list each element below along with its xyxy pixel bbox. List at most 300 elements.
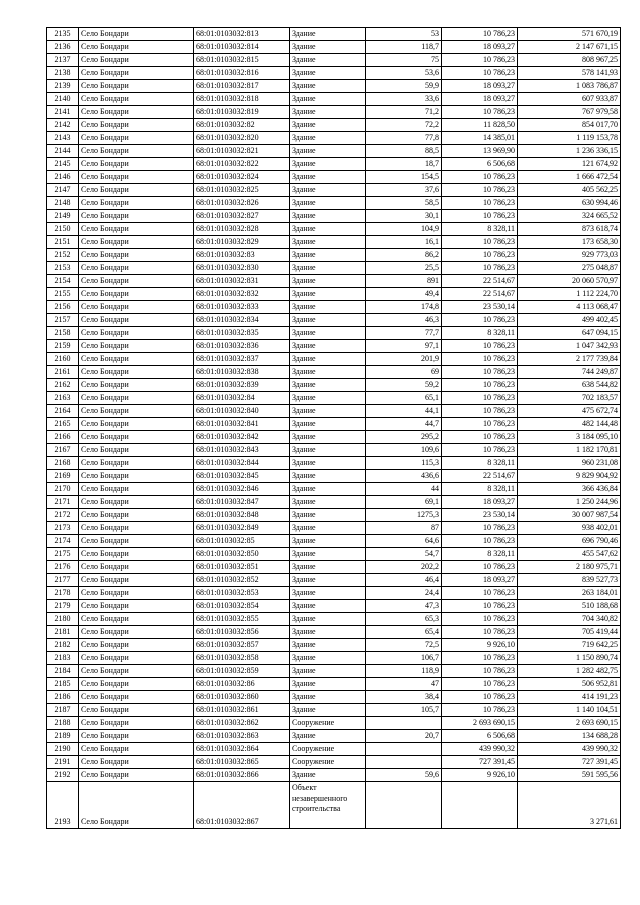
area-value: 1275,3 [366,509,442,522]
table-row [47,496,621,509]
settlement-name: Село Бондари [79,574,194,587]
settlement-name: Село Бондари [79,457,194,470]
area-value: 64,6 [366,535,442,548]
table-row [47,54,621,67]
cadastral-number: 68:01:0103032:836 [194,340,290,353]
cadastral-number: 68:01:0103032:849 [194,522,290,535]
area-value: 37,6 [366,184,442,197]
cadastral-value: 696 790,46 [518,535,621,548]
specific-value: 10 786,23 [442,535,518,548]
specific-value: 6 506,68 [442,158,518,171]
cadastral-value: 571 670,19 [518,28,621,41]
row-number: 2138 [47,67,79,80]
row-number: 2174 [47,535,79,548]
row-number: 2181 [47,626,79,639]
row-number: 2191 [47,756,79,769]
object-type: Здание [290,522,366,535]
cadastral-number: 68:01:0103032:850 [194,548,290,561]
area-value: 891 [366,275,442,288]
settlement-name: Село Бондари [79,262,194,275]
object-type: Здание [290,327,366,340]
settlement-name: Село Бондари [79,782,194,829]
cadastral-number: 68:01:0103032:858 [194,652,290,665]
specific-value: 18 093,27 [442,574,518,587]
area-value: 106,7 [366,652,442,665]
cadastral-value: 510 188,68 [518,600,621,613]
cadastral-value: 475 672,74 [518,405,621,418]
cadastral-number: 68:01:0103032:845 [194,470,290,483]
area-value: 18,7 [366,158,442,171]
cadastral-value: 4 113 068,47 [518,301,621,314]
cadastral-number: 68:01:0103032:86 [194,678,290,691]
row-number: 2150 [47,223,79,236]
cadastral-value: 647 094,15 [518,327,621,340]
area-value: 20,7 [366,730,442,743]
table-row [47,600,621,613]
object-type: Здание [290,730,366,743]
cadastral-number: 68:01:0103032:843 [194,444,290,457]
area-value [366,782,442,829]
row-number: 2160 [47,353,79,366]
area-value: 71,2 [366,106,442,119]
specific-value: 10 786,23 [442,418,518,431]
table-row [47,236,621,249]
row-number: 2170 [47,483,79,496]
row-number: 2179 [47,600,79,613]
object-type: Здание [290,444,366,457]
row-number: 2172 [47,509,79,522]
specific-value: 10 786,23 [442,314,518,327]
row-number: 2161 [47,366,79,379]
row-number: 2146 [47,171,79,184]
specific-value: 10 786,23 [442,444,518,457]
table-row [47,106,621,119]
area-value: 33,6 [366,93,442,106]
cadastral-value: 1 083 786,87 [518,80,621,93]
cadastral-number: 68:01:0103032:866 [194,769,290,782]
table-row [47,145,621,158]
cadastral-number: 68:01:0103032:821 [194,145,290,158]
settlement-name: Село Бондари [79,548,194,561]
area-value: 30,1 [366,210,442,223]
table-row [47,93,621,106]
specific-value: 10 786,23 [442,678,518,691]
cadastral-number: 68:01:0103032:82 [194,119,290,132]
object-type: Здание [290,652,366,665]
area-value [366,717,442,730]
cadastral-value: 9 829 904,92 [518,470,621,483]
row-number: 2183 [47,652,79,665]
settlement-name: Село Бондари [79,379,194,392]
object-type: Здание [290,197,366,210]
settlement-name: Село Бондари [79,67,194,80]
specific-value: 439 990,32 [442,743,518,756]
area-value: 46,4 [366,574,442,587]
cadastral-value: 20 060 570,97 [518,275,621,288]
object-type: Здание [290,587,366,600]
row-number: 2147 [47,184,79,197]
settlement-name: Село Бондари [79,366,194,379]
area-value: 65,4 [366,626,442,639]
object-type: Здание [290,301,366,314]
table-row [47,444,621,457]
cadastral-number: 68:01:0103032:84 [194,392,290,405]
area-value: 436,6 [366,470,442,483]
settlement-name: Село Бондари [79,249,194,262]
settlement-name: Село Бондари [79,665,194,678]
cadastral-number: 68:01:0103032:832 [194,288,290,301]
area-value: 46,3 [366,314,442,327]
object-type: Здание [290,353,366,366]
area-value [366,743,442,756]
specific-value: 10 786,23 [442,249,518,262]
settlement-name: Село Бондари [79,431,194,444]
settlement-name: Село Бондари [79,275,194,288]
settlement-name: Село Бондари [79,210,194,223]
specific-value: 10 786,23 [442,587,518,600]
row-number: 2139 [47,80,79,93]
area-value: 87 [366,522,442,535]
settlement-name: Село Бондари [79,535,194,548]
settlement-name: Село Бондари [79,769,194,782]
object-type: Здание [290,392,366,405]
table-row [47,704,621,717]
settlement-name: Село Бондари [79,522,194,535]
cadastral-number: 68:01:0103032:83 [194,249,290,262]
area-value: 59,9 [366,80,442,93]
object-type: Здание [290,67,366,80]
object-type: Здание [290,80,366,93]
area-value: 53,6 [366,67,442,80]
settlement-name: Село Бондари [79,509,194,522]
settlement-name: Село Бондари [79,223,194,236]
cadastral-value: 1 236 336,15 [518,145,621,158]
cadastral-number: 68:01:0103032:814 [194,41,290,54]
specific-value: 8 328,11 [442,483,518,496]
table-row [47,574,621,587]
cadastral-value: 1 047 342,93 [518,340,621,353]
object-type: Здание [290,288,366,301]
area-value [366,756,442,769]
cadastral-value: 439 990,32 [518,743,621,756]
settlement-name: Село Бондари [79,353,194,366]
table-row [47,509,621,522]
cadastral-number: 68:01:0103032:865 [194,756,290,769]
table-row [47,275,621,288]
object-type: Здание [290,548,366,561]
settlement-name: Село Бондари [79,132,194,145]
row-number: 2157 [47,314,79,327]
specific-value: 23 530,14 [442,509,518,522]
object-type: Здание [290,249,366,262]
cadastral-value: 121 674,92 [518,158,621,171]
row-number: 2188 [47,717,79,730]
cadastral-number: 68:01:0103032:844 [194,457,290,470]
cadastral-value: 405 562,25 [518,184,621,197]
settlement-name: Село Бондари [79,158,194,171]
specific-value: 10 786,23 [442,67,518,80]
cadastral-number: 68:01:0103032:863 [194,730,290,743]
cadastral-number: 68:01:0103032:839 [194,379,290,392]
object-type: Здание [290,41,366,54]
table-row [47,132,621,145]
object-type: Здание [290,340,366,353]
table-row [47,756,621,769]
area-value: 118,9 [366,665,442,678]
settlement-name: Село Бондари [79,613,194,626]
table-row [47,561,621,574]
object-type: Здание [290,613,366,626]
cadastral-value: 719 642,25 [518,639,621,652]
object-type: Здание [290,574,366,587]
object-type: Здание [290,769,366,782]
object-type: Здание [290,496,366,509]
table-row [47,418,621,431]
object-type: Здание [290,171,366,184]
row-number: 2192 [47,769,79,782]
row-number: 2175 [47,548,79,561]
row-number: 2136 [47,41,79,54]
settlement-name: Село Бондари [79,717,194,730]
area-value: 109,6 [366,444,442,457]
area-value: 295,2 [366,431,442,444]
cadastral-number: 68:01:0103032:855 [194,613,290,626]
object-type: Здание [290,366,366,379]
table-row [47,522,621,535]
specific-value: 9 926,10 [442,639,518,652]
cadastral-value: 455 547,62 [518,548,621,561]
object-type: Здание [290,626,366,639]
table-row [47,41,621,54]
specific-value: 23 530,14 [442,301,518,314]
specific-value: 14 385,01 [442,132,518,145]
area-value: 77,8 [366,132,442,145]
table-row [47,730,621,743]
settlement-name: Село Бондари [79,119,194,132]
object-type: Здание [290,379,366,392]
settlement-name: Село Бондари [79,444,194,457]
cadastral-number: 68:01:0103032:818 [194,93,290,106]
row-number: 2176 [47,561,79,574]
cadastral-value: 1 140 104,51 [518,704,621,717]
row-number: 2151 [47,236,79,249]
row-number: 2180 [47,613,79,626]
specific-value [442,782,518,829]
specific-value: 10 786,23 [442,392,518,405]
object-type: Здание [290,119,366,132]
table-row [47,743,621,756]
cadastral-value: 366 436,84 [518,483,621,496]
settlement-name: Село Бондари [79,314,194,327]
specific-value: 10 786,23 [442,431,518,444]
cadastral-number: 68:01:0103032:813 [194,28,290,41]
specific-value: 10 786,23 [442,652,518,665]
area-value: 97,1 [366,340,442,353]
row-number: 2135 [47,28,79,41]
specific-value: 18 093,27 [442,496,518,509]
cadastral-number: 68:01:0103032:837 [194,353,290,366]
cadastral-value: 1 282 482,75 [518,665,621,678]
object-type: Здание [290,145,366,158]
row-number: 2168 [47,457,79,470]
cadastral-number: 68:01:0103032:833 [194,301,290,314]
cadastral-number: 68:01:0103032:822 [194,158,290,171]
table-row [47,639,621,652]
object-type: Здание [290,314,366,327]
specific-value: 10 786,23 [442,366,518,379]
object-type: Здание [290,561,366,574]
settlement-name: Село Бондари [79,678,194,691]
cadastral-number: 68:01:0103032:824 [194,171,290,184]
area-value: 77,7 [366,327,442,340]
cadastral-value: 960 231,08 [518,457,621,470]
specific-value: 10 786,23 [442,613,518,626]
object-type: Здание [290,93,366,106]
cadastral-number: 68:01:0103032:829 [194,236,290,249]
specific-value: 10 786,23 [442,236,518,249]
row-number: 2153 [47,262,79,275]
specific-value: 22 514,67 [442,288,518,301]
table-row [47,314,621,327]
table-row [47,691,621,704]
object-type: Здание [290,262,366,275]
cadastral-number: 68:01:0103032:851 [194,561,290,574]
area-value: 24,4 [366,587,442,600]
table-body [47,28,621,829]
cadastral-value: 938 402,01 [518,522,621,535]
cadastral-number: 68:01:0103032:817 [194,80,290,93]
row-number: 2177 [47,574,79,587]
cadastral-value: 591 595,56 [518,769,621,782]
cadastral-value: 134 688,28 [518,730,621,743]
settlement-name: Село Бондари [79,405,194,418]
cadastral-number: 68:01:0103032:831 [194,275,290,288]
area-value: 65,1 [366,392,442,405]
row-number: 2137 [47,54,79,67]
specific-value: 18 093,27 [442,80,518,93]
specific-value: 8 328,11 [442,223,518,236]
specific-value: 8 328,11 [442,327,518,340]
settlement-name: Село Бондари [79,288,194,301]
cadastral-value: 263 184,01 [518,587,621,600]
cadastral-number: 68:01:0103032:816 [194,67,290,80]
area-value: 58,5 [366,197,442,210]
row-number: 2162 [47,379,79,392]
cadastral-value: 744 249,87 [518,366,621,379]
cadastral-number: 68:01:0103032:838 [194,366,290,379]
settlement-name: Село Бондари [79,743,194,756]
area-value: 72,2 [366,119,442,132]
object-type: Здание [290,418,366,431]
object-type: Здание [290,639,366,652]
settlement-name: Село Бондари [79,639,194,652]
row-number: 2171 [47,496,79,509]
table-row [47,717,621,730]
cadastral-value: 3 271,61 [518,782,621,829]
cadastral-value: 578 141,93 [518,67,621,80]
area-value: 154,5 [366,171,442,184]
cadastral-value: 30 007 987,54 [518,509,621,522]
row-number: 2159 [47,340,79,353]
row-number: 2184 [47,665,79,678]
area-value: 59,6 [366,769,442,782]
table-row [47,548,621,561]
settlement-name: Село Бондари [79,41,194,54]
table-row [47,665,621,678]
row-number: 2165 [47,418,79,431]
row-number: 2178 [47,587,79,600]
object-type: Здание [290,106,366,119]
table-row [47,483,621,496]
cadastral-value: 630 994,46 [518,197,621,210]
specific-value: 18 093,27 [442,41,518,54]
cadastral-value: 1 666 472,54 [518,171,621,184]
specific-value: 22 514,67 [442,470,518,483]
object-type: Здание [290,600,366,613]
area-value: 44 [366,483,442,496]
cadastral-value: 482 144,48 [518,418,621,431]
cadastral-number: 68:01:0103032:819 [194,106,290,119]
specific-value: 10 786,23 [442,353,518,366]
object-type: Сооружение [290,743,366,756]
cadastral-number: 68:01:0103032:840 [194,405,290,418]
row-number: 2182 [47,639,79,652]
area-value: 16,1 [366,236,442,249]
cadastral-number: 68:01:0103032:834 [194,314,290,327]
table-row [47,340,621,353]
cadastral-value: 1 119 153,78 [518,132,621,145]
settlement-name: Село Бондари [79,652,194,665]
object-type: Здание [290,405,366,418]
row-number: 2187 [47,704,79,717]
cadastral-value: 638 544,82 [518,379,621,392]
settlement-name: Село Бондари [79,171,194,184]
table-row [47,28,621,41]
row-number: 2143 [47,132,79,145]
cadastral-number: 68:01:0103032:841 [194,418,290,431]
row-number: 2145 [47,158,79,171]
area-value: 75 [366,54,442,67]
row-number: 2149 [47,210,79,223]
settlement-name: Село Бондари [79,197,194,210]
area-value: 86,2 [366,249,442,262]
area-value: 38,4 [366,691,442,704]
settlement-name: Село Бондари [79,28,194,41]
object-type: Сооружение [290,717,366,730]
object-type: Здание [290,210,366,223]
area-value: 65,3 [366,613,442,626]
settlement-name: Село Бондари [79,93,194,106]
cadastral-number: 68:01:0103032:859 [194,665,290,678]
area-value: 118,7 [366,41,442,54]
specific-value: 9 926,10 [442,769,518,782]
cadastral-value: 2 693 690,15 [518,717,621,730]
settlement-name: Село Бондари [79,301,194,314]
cadastral-number: 68:01:0103032:848 [194,509,290,522]
cadastral-value: 839 527,73 [518,574,621,587]
row-number: 2189 [47,730,79,743]
settlement-name: Село Бондари [79,691,194,704]
cadastral-number: 68:01:0103032:842 [194,431,290,444]
cadastral-value: 324 665,52 [518,210,621,223]
area-value: 104,9 [366,223,442,236]
area-value: 25,5 [366,262,442,275]
settlement-name: Село Бондари [79,470,194,483]
table-row [47,184,621,197]
settlement-name: Село Бондари [79,327,194,340]
area-value: 115,3 [366,457,442,470]
row-number: 2167 [47,444,79,457]
